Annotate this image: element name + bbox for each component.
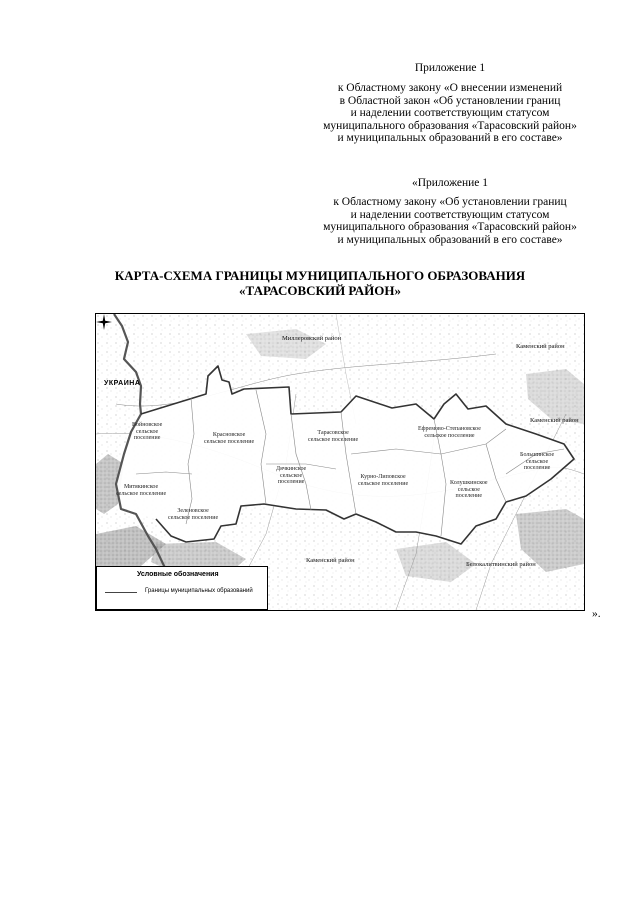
settlement-label: Курно-Липовское сельское поселение: [358, 474, 409, 487]
settlement-label: Ефремово-Степановское сельское поселение: [418, 426, 481, 439]
legend-title: Условные обозначения: [137, 571, 219, 578]
settlement-label: Войновское сельское поселение: [132, 422, 163, 441]
settlement-label: Тарасовское сельское поселение: [308, 430, 359, 443]
compass-rose-icon: [96, 314, 112, 330]
settlement-label: Зеленовское сельское поселение: [168, 508, 219, 521]
quoted-appendix-paragraph: [280, 196, 620, 246]
neighbor-label-northeast: Каменский район: [516, 343, 565, 350]
map-title-line: «ТАРАСОВСКИЙ РАЙОН»: [239, 283, 401, 298]
map-title-line: КАРТА-СХЕМА ГРАНИЦЫ МУНИЦИПАЛЬНОГО ОБРАЗОВАНИЯ: [114, 268, 526, 283]
appendix-line: и муниципальных образований в его составе»: [337, 132, 563, 144]
neighbor-label-southeast: Белокалитвинский район: [466, 561, 536, 568]
settlement-label: Красновское сельское поселение: [204, 432, 255, 445]
neighbor-label-south: Каменский район: [306, 557, 355, 564]
neighbor-label-east: Каменский район: [530, 417, 579, 424]
neighbor-label-north: Миллеровский район: [282, 335, 342, 342]
country-label: УКРАИНА: [104, 380, 141, 387]
quoted-appendix-line: к Областному закону «Об установлении границ: [333, 196, 567, 208]
legend-item-label: Границы муниципальных образований: [145, 588, 253, 594]
quoted-appendix-line: и муниципальных образований в его составе»: [337, 233, 563, 246]
closing-quote: ».: [592, 608, 601, 620]
quoted-appendix-title: «Приложение 1: [411, 177, 489, 189]
appendix-line: муниципального образования «Тарасовский район»: [323, 119, 577, 132]
settlement-label: Дячкинское сельское поселение: [276, 466, 307, 485]
legend-boundary-line-icon: [105, 592, 137, 593]
quoted-appendix-line: муниципального образования «Тарасовский район»: [323, 221, 577, 233]
appendix-line: в Областной закон «Об установлении границ: [339, 94, 561, 107]
settlement-label: Колушкинское сельское поселение: [450, 480, 488, 499]
appendix-title: Приложение 1: [414, 62, 486, 74]
map-title: [80, 268, 560, 298]
district-map: [95, 313, 585, 611]
map-legend: [96, 566, 268, 610]
quoted-appendix-line: и наделении соответствующим статусом: [350, 208, 550, 221]
appendix-line: и наделении соответствующим статусом: [350, 107, 550, 119]
settlement-label: Большинское сельское поселение: [520, 452, 555, 471]
appendix-line: к Областному закону «О внесении изменений: [337, 82, 563, 94]
settlement-label: Митякинское сельское поселение: [116, 484, 167, 497]
appendix-reference-paragraph: [280, 82, 620, 145]
